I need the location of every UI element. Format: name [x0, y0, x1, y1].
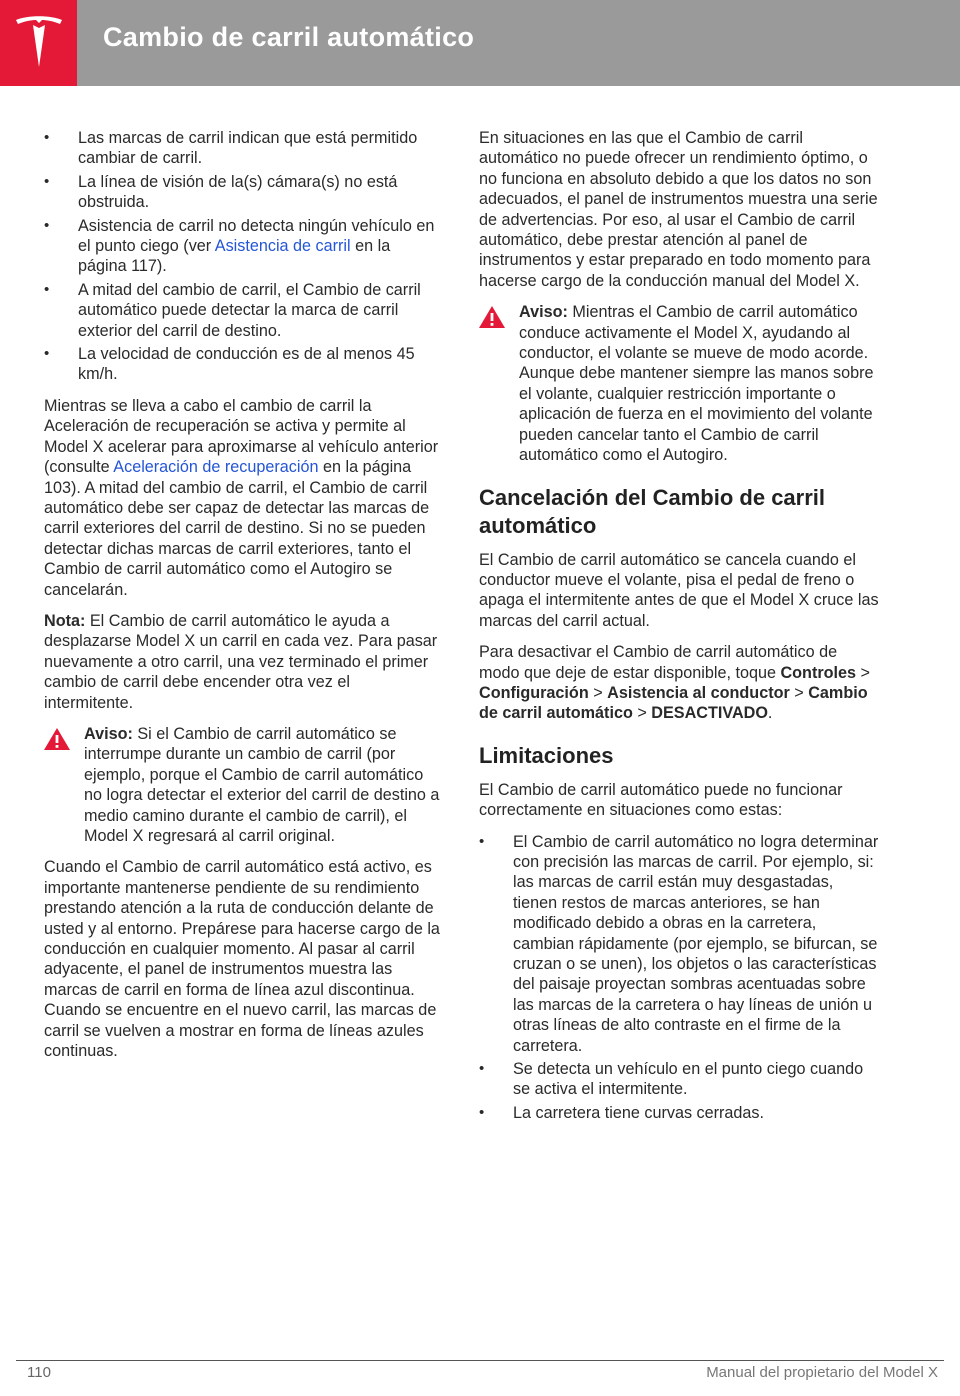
warning-icon	[478, 305, 506, 329]
regen-accel-link[interactable]: Aceleración de recuperación	[113, 458, 319, 477]
footer-divider	[16, 1360, 944, 1361]
path-controls: Controles	[780, 663, 857, 682]
page-header	[0, 0, 960, 86]
list-item: • Asistencia de carril no detecta ningún vehículo en el punto ciego (ver Asistencia de carril en la página 117).	[44, 216, 435, 276]
list-item: • La velocidad de conducción es de al menos 45 km/h.	[44, 345, 415, 384]
warning-icon	[43, 727, 71, 751]
page-number: 110	[27, 1364, 51, 1381]
settings-path-paragraph: Para desactivar el Cambio de carril automático de modo que deje de estar disponible, toque Controles > Configuración > Asistencia al conductor > Cambio de carril automático > DESACTIVADO.	[479, 643, 870, 723]
list-item: • El Cambio de carril automático no logra determinar con precisión las marcas de carril. Por ejemplo, si: las marcas de carril están muy desgastadas, tienen restos de marcas anteriores, se han modificado debido a obras en la carretera, cambian rápidamente (por ejemplo, se bifurcan, se cruzan o se unen), los objetos o las características del paisaje proyectan sombras acentuadas sobre las marcas de la carretera o hay líneas de unión u otras líneas de alto contraste en el firme de la carretera.	[479, 832, 879, 1055]
tesla-logo-icon	[13, 15, 65, 71]
list-item: • Las marcas de carril indican que está permitido cambiar de carril.	[44, 129, 418, 168]
path-settings: Configuración	[479, 683, 589, 702]
manual-title: Manual del propietario del Model X	[706, 1364, 938, 1381]
warning-block: Aviso: Mientras el Cambio de carril automático conduce activamente el Model X, ayudando al conductor, el volante se mueve de modo acorde. Aunque debe mantener siempre las manos sobre el volante, cualquier restricción importante o aplicación de fuerza en el movimiento del volante pueden cancelar tanto el Cambio de carril automático como el Autogiro.	[479, 302, 879, 465]
left-column	[44, 128, 440, 1072]
paragraph: El Cambio de carril automático se cancela cuando el conductor mueve el volante, pisa el pedal de freno o apaga el intermitente antes de que el Model X cruce las marcas del carril actual.	[479, 550, 879, 630]
path-auto-lane-change: Cambio de carril automático	[479, 683, 868, 723]
page-title: Cambio de carril automático	[103, 22, 475, 52]
warning-label: Aviso:	[84, 724, 133, 743]
section-heading-limitations: Limitaciones	[479, 742, 614, 768]
paragraph: Cuando el Cambio de carril automático está activo, es importante mantenerse pendiente de su rendimiento prestando atención a la ruta de conducción delante de usted y al entorno. Prepárese para hacerse cargo de la conducción en cualquier momento. Al pasar al carril adyacente, el panel de instrumentos muestra las marcas de carril en forma de línea azul discontinua. Cuando se encuentre en el nuevo carril, las marcas de carril se vuelven a mostrar en forma de líneas azules continuas.	[44, 858, 440, 1061]
right-column	[479, 128, 879, 1134]
list-item: • Se detecta un vehículo en el punto ciego cuando se activa el intermitente.	[479, 1060, 864, 1099]
path-off: DESACTIVADO	[651, 704, 768, 723]
brand-logo	[0, 0, 77, 86]
lane-assist-link[interactable]: Asistencia de carril	[214, 237, 351, 256]
list-item: • A mitad del cambio de carril, el Cambio de carril automático puede detectar la marca de carril exterior del carril de destino.	[44, 280, 421, 340]
warning-label: Aviso:	[519, 303, 568, 322]
note: Nota: El Cambio de carril automático le ayuda a desplazarse Model X un carril en cada vez. Para pasar nuevamente a otro carril, una vez terminado el primer cambio de carril debe encender otra vez el intermitente.	[44, 611, 438, 712]
paragraph: El Cambio de carril automático puede no funcionar correctamente en situaciones como estas:	[479, 780, 843, 820]
list-item: • La línea de visión de la(s) cámara(s) no está obstruida.	[44, 172, 398, 212]
note-label: Nota:	[44, 611, 86, 630]
paragraph: En situaciones en las que el Cambio de carril automático no puede ofrecer un rendimiento óptimo, o no funciona en absoluto debido a que los datos no son adecuados, el panel de instrumentos muestra una serie de advertencias. Por eso, al usar el Cambio de carril automático, debe prestar atención al panel de instrumentos y estar preparado en todo momento para hacerse cargo de la conducción manual del Model X.	[479, 129, 878, 290]
paragraph: Mientras se lleva a cabo el cambio de carril la Aceleración de recuperación se activa y permite al Model X acelerar para aproximarse al vehículo anterior (consulte Aceleración de recuperación en la página 103). A mitad del cambio de carril, el Cambio de carril automático debe ser capaz de detectar las marcas de carril exteriores del carril de destino. Si no se pueden detectar dichas marcas de carril exteriores, tanto el Cambio de carril automático como el Autogiro se cancelarán.	[44, 396, 439, 599]
warning-block: Aviso: Si el Cambio de carril automático se interrumpe durante un cambio de carril (por ejemplo, porque el Cambio de carril automático no logra detectar el exterior del carril de destino a medio camino durante el cambio de carril), el Model X regresará al carril original.	[44, 724, 440, 846]
limitations-list	[479, 832, 879, 1124]
list-item: • La carretera tiene curvas cerradas.	[479, 1103, 765, 1122]
section-heading-cancel: Cancelación del Cambio de carril automático	[479, 484, 826, 538]
conditions-list	[44, 128, 440, 385]
path-driver-assist: Asistencia al conductor	[607, 683, 790, 702]
